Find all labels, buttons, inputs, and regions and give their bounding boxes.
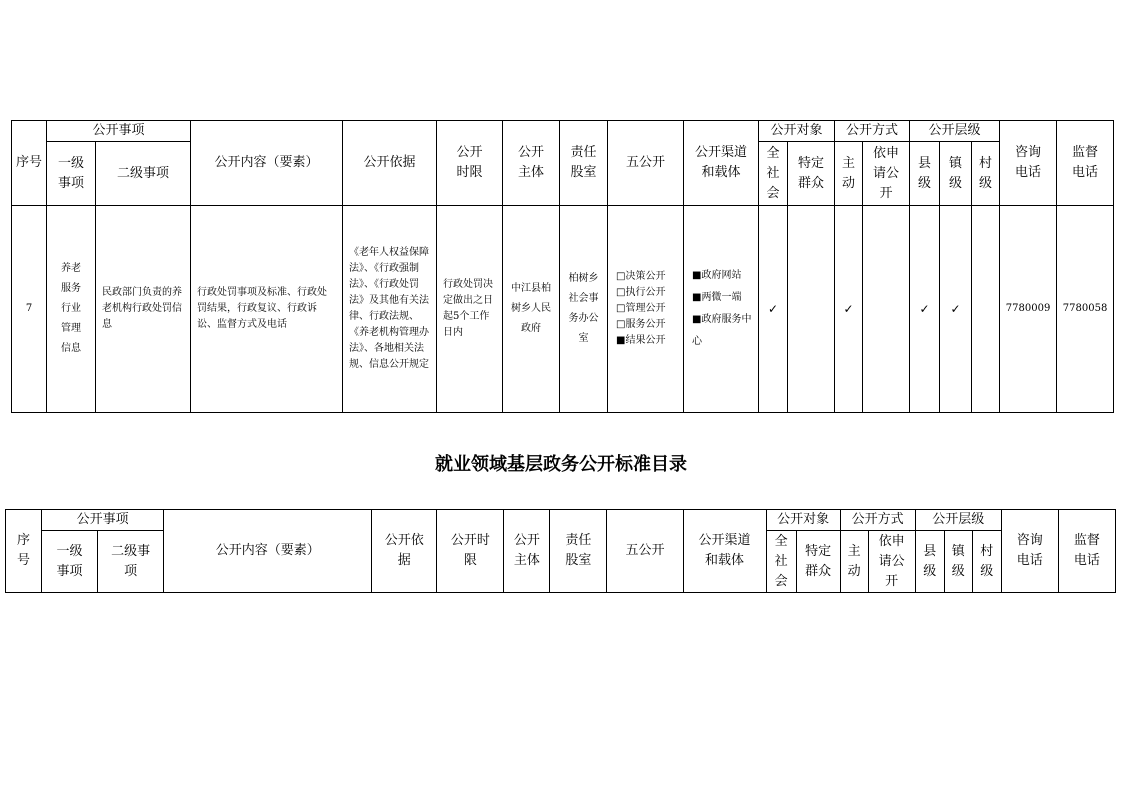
header-subject: 公开主体 [503, 121, 560, 206]
row-supervise-phone: 7780058 [1057, 206, 1114, 413]
row-content: 行政处罚事项及标准、行政处罚结果，行政复议、行政诉讼、监督方式及电话 [191, 206, 343, 413]
header-audience-all: 全社会 [759, 142, 788, 206]
header-time-limit: 公开时限 [437, 510, 504, 593]
header-seq: 序号 [6, 510, 42, 593]
header-five-public: 五公开 [607, 510, 683, 593]
page-title: 就业领域基层政务公开标准目录 [435, 454, 687, 475]
header-consult-phone: 咨询电话 [1001, 510, 1058, 593]
row-office: 柏树乡社会事务办公室 [560, 206, 608, 413]
header-content: 公开内容（要素） [191, 121, 343, 206]
check-town: ✓ [940, 206, 972, 413]
header-method-request: 依申请公开 [868, 531, 915, 593]
catalog-table-elderly [11, 120, 1114, 413]
five-public-result: ■结果公开 [616, 335, 666, 346]
empty-method-request [863, 206, 910, 413]
channel-website: ■政府网站 [692, 270, 742, 281]
header-county: 县级 [915, 531, 944, 593]
header-method: 公开方式 [840, 510, 915, 531]
table-row [12, 206, 1114, 413]
header-channel: 公开渠道和载体 [684, 121, 759, 206]
channel-service-center: ■政府服务中心 [692, 314, 752, 347]
catalog-table-employment [5, 509, 1116, 593]
five-public-management: □管理公开 [616, 303, 666, 314]
header-audience: 公开对象 [766, 510, 840, 531]
header-method: 公开方式 [835, 121, 910, 142]
row-five-public [608, 206, 684, 413]
check-audience-all: ✓ [759, 206, 788, 413]
five-public-decision: □决策公开 [616, 271, 666, 282]
empty-audience-specific [788, 206, 835, 413]
header-audience-specific: 特定群众 [788, 142, 835, 206]
header-five-public: 五公开 [608, 121, 684, 206]
header-level2: 二级事 项 [98, 531, 164, 593]
header-office: 责任股室 [550, 510, 607, 593]
header-content: 公开内容（要素） [164, 510, 372, 593]
row-basis: 《老年人权益保障法》、《行政强制法》、《行政处罚法》及其他有关法律、行政法规、《养老机构管理办法》、各地相关法规、信息公开规定 [343, 206, 437, 413]
header-level: 公开层级 [910, 121, 1000, 142]
header-public-item: 公开事项 [42, 510, 164, 531]
header-office: 责任股室 [560, 121, 608, 206]
header-supervise-phone: 监督电话 [1057, 121, 1114, 206]
header-level1: 一级事项 [47, 142, 96, 206]
row-level2: 民政部门负责的养老机构行政处罚信息 [96, 206, 191, 413]
check-method-active: ✓ [835, 206, 863, 413]
header-audience-all: 全社会 [766, 531, 796, 593]
header-level1: 一级事项 [42, 531, 98, 593]
header-channel: 公开渠道和载体 [683, 510, 766, 593]
header-public-item: 公开事项 [47, 121, 191, 142]
check-county: ✓ [910, 206, 940, 413]
header-level2: 二级事项 [96, 142, 191, 206]
header-supervise-phone: 监督电话 [1058, 510, 1115, 593]
row-time-limit: 行政处罚决定做出之日起5个工作日内 [437, 206, 503, 413]
header-town: 镇级 [944, 531, 972, 593]
header-time-limit: 公开时限 [437, 121, 503, 206]
five-public-service: □服务公开 [616, 319, 666, 330]
header-method-request: 依申请公开 [863, 142, 910, 206]
channel-two-micro: ■两微一端 [692, 292, 742, 303]
row-subject: 中江县柏树乡人民政府 [503, 206, 560, 413]
header-audience-specific: 特定群众 [796, 531, 840, 593]
header-level: 公开层级 [915, 510, 1001, 531]
header-basis: 公开依据 [343, 121, 437, 206]
row-seq: 7 [12, 206, 47, 413]
header-village: 村级 [972, 142, 1000, 206]
header-seq: 序号 [12, 121, 47, 206]
header-town: 镇级 [940, 142, 972, 206]
empty-village [972, 206, 1000, 413]
row-consult-phone: 7780009 [1000, 206, 1057, 413]
header-county: 县级 [910, 142, 940, 206]
header-village: 村级 [972, 531, 1001, 593]
five-public-execution: □执行公开 [616, 287, 666, 298]
header-audience: 公开对象 [759, 121, 835, 142]
header-method-active: 主动 [835, 142, 863, 206]
header-subject: 公开主体 [504, 510, 550, 593]
header-basis: 公开依据 [372, 510, 437, 593]
row-channel [684, 206, 759, 413]
header-method-active: 主动 [840, 531, 868, 593]
header-consult-phone: 咨询电话 [1000, 121, 1057, 206]
row-level1: 养老服务行业管理信息 [47, 206, 96, 413]
